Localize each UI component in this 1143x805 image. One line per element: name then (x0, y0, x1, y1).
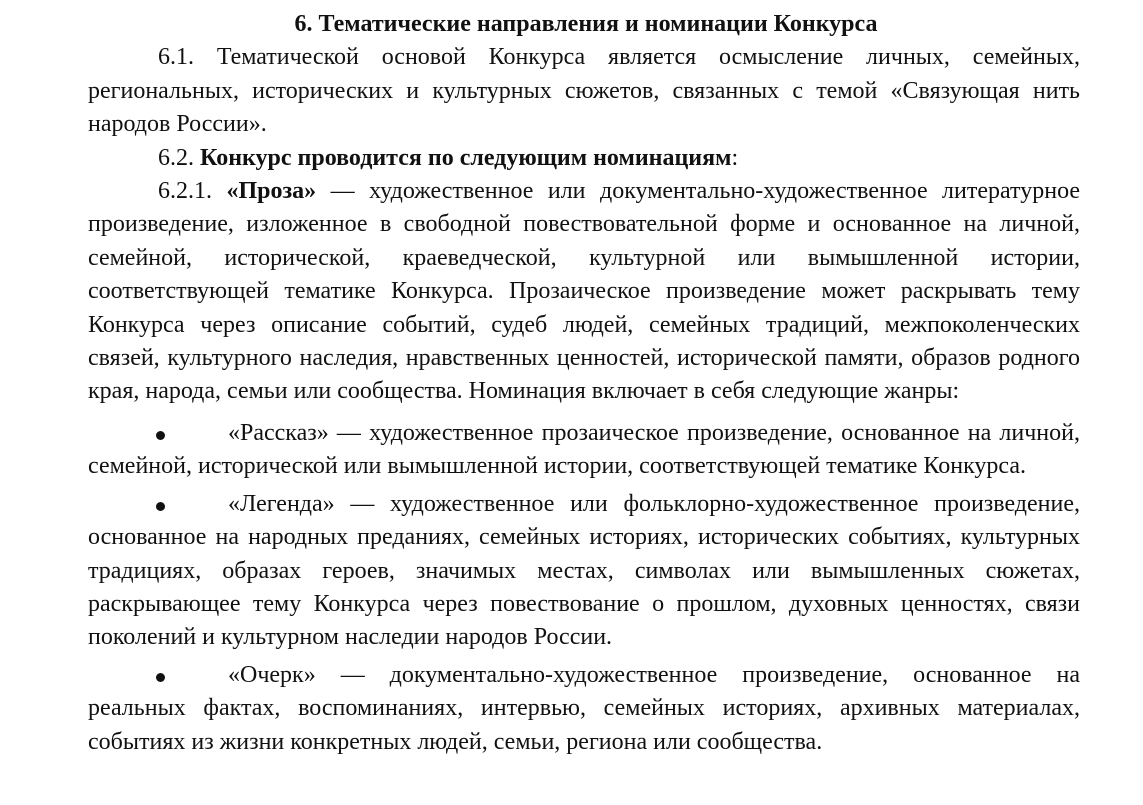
paragraph-6-2-1-number: 6.2.1. (158, 178, 212, 205)
paragraph-6-2-1-text: — художественное или документально-художественное литературное произведение, изложенное в свободной повествовательной форме и основанное на личной, семейной, исторической, краеведческой, культурной или вымышленной истории, соответствующей тематике Конкурса. Прозаическое произведение может раскрывать тему Конкурса через описание событий, судеб людей, семейных традиций, межпоколенческих связей, культурного наследия, нравственных ценностей, исторической памяти, образов родного края, народа, семьи или сообщества. Номинация включает в себя следующие жанры: (88, 178, 1081, 405)
bullet-item-story (88, 417, 1080, 484)
nomination-prose-title: «Проза» (226, 178, 317, 205)
bullet-item-legend (88, 488, 1080, 655)
paragraph-6-2-number: 6.2. (158, 144, 194, 171)
bullet-text: «Рассказ» — художественное прозаическое произведение, основанное на личной, семейной, исторической или вымышленной истории, соответствующей тематике Конкурса. (88, 419, 1080, 480)
bullet-dot-icon (156, 673, 165, 682)
bullet-dot-icon (156, 431, 165, 440)
paragraph-6-2-bold: Конкурс проводится по следующим номинациям (200, 144, 732, 171)
bullet-item-essay (88, 659, 1080, 759)
bullet-text: «Легенда» — художественное или фольклорно-художественное произведение, основанное на народных преданиях, семейных историях, исторических событиях, культурных традициях, образах героев, значимых местах, символах или вымышленных сюжетах, раскрывающее тему Конкурса через повествование о прошлом, духовных ценностях, связи поколений и культурном наследии народов России. (88, 490, 1080, 651)
paragraph-6-2-1 (88, 175, 1080, 409)
document-page (88, 8, 1080, 759)
bullet-text: «Очерк» — документально-художественное произведение, основанное на реальных фактах, воспоминаниях, интервью, семейных историях, архивных материалах, событиях из жизни конкретных людей, семьи, региона или сообщества. (88, 661, 1080, 755)
bullet-dot-icon (156, 502, 165, 511)
paragraph-6-2-tail: : (731, 144, 739, 171)
paragraph-6-1: 6.1. Тематической основой Конкурса является осмысление личных, семейных, региональных, исторических и культурных сюжетов, связанных с темой «Связующая нить народов России». (88, 44, 1080, 138)
section-heading: 6. Тематические направления и номинации Конкурса (294, 11, 878, 37)
paragraph-6-2 (88, 142, 1080, 175)
